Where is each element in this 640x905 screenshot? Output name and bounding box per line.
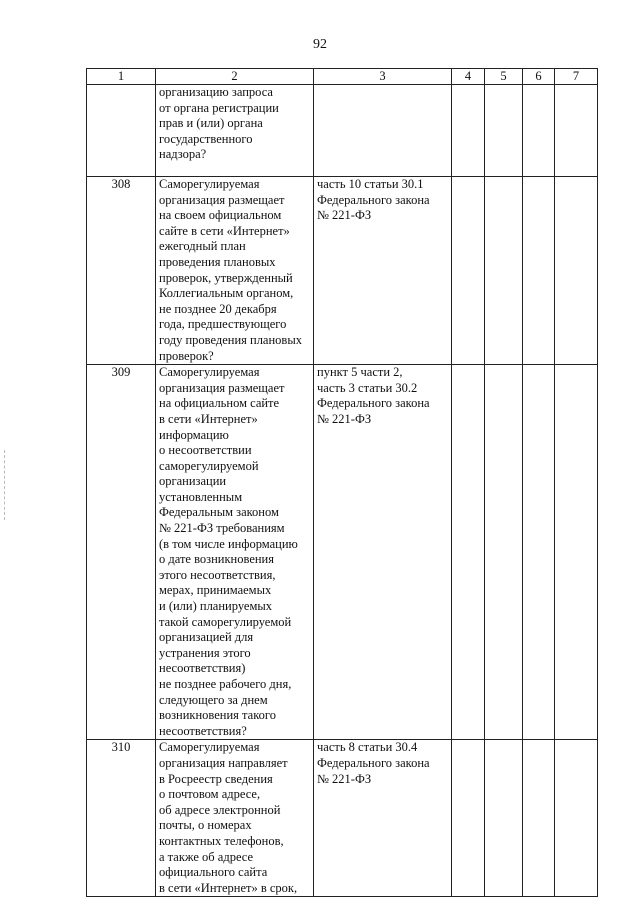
column-header: 6 (523, 69, 555, 85)
column-header: 7 (555, 69, 598, 85)
check-cell (523, 365, 555, 740)
check-cell (555, 177, 598, 365)
check-cell (452, 85, 485, 177)
row-number: 310 (87, 740, 156, 897)
row-number: 308 (87, 177, 156, 365)
legal-reference: часть 8 статьи 30.4 Федерального закона № 221-ФЗ (314, 740, 452, 897)
page-number: 92 (313, 37, 327, 52)
check-cell (555, 365, 598, 740)
requirement-text: Саморегулируемая организация направляет в Росреестр сведения о почтовом адресе, об адресе электронной почты, о номерах контактных телефонов, а также об адресе официального сайта в сети «Интернет» в срок, (156, 740, 314, 897)
check-cell (555, 85, 598, 177)
table-row (87, 85, 598, 177)
check-cell (523, 740, 555, 897)
check-cell (523, 177, 555, 365)
check-cell (452, 740, 485, 897)
table-row (87, 740, 598, 897)
check-cell (485, 365, 523, 740)
legal-reference (314, 85, 452, 177)
table-row (87, 365, 598, 740)
column-header: 4 (452, 69, 485, 85)
check-cell (555, 740, 598, 897)
check-cell (523, 85, 555, 177)
column-header: 5 (485, 69, 523, 85)
header-row (87, 69, 598, 85)
check-cell (452, 177, 485, 365)
check-cell (485, 177, 523, 365)
check-cell (485, 740, 523, 897)
legal-reference: пункт 5 части 2, часть 3 статьи 30.2 Федерального закона № 221-ФЗ (314, 365, 452, 740)
column-header: 2 (156, 69, 314, 85)
requirement-text: Саморегулируемая организация размещает на официальном сайте в сети «Интернет» информацию о несоответствии саморегулируемой организации установленным Федеральным законом № 221-ФЗ требованиям (в том числе информацию о дате возникновения этого несоответствия, мерах, принимаемых и (или) планируемых такой саморегулируемой организацией для устранения этого несоответствия) не позднее рабочего дня, следующего за днем возникновения такого несоответствия? (156, 365, 314, 740)
row-number (87, 85, 156, 177)
column-header: 3 (314, 69, 452, 85)
requirement-text: организацию запроса от органа регистрации прав и (или) органа государственного надзора? (156, 85, 314, 177)
requirements-table (86, 68, 598, 897)
scan-edge-mark (4, 450, 7, 520)
legal-reference: часть 10 статьи 30.1 Федерального закона № 221-ФЗ (314, 177, 452, 365)
check-cell (485, 85, 523, 177)
check-cell (452, 365, 485, 740)
column-header: 1 (87, 69, 156, 85)
table-row (87, 177, 598, 365)
requirement-text: Саморегулируемая организация размещает на своем официальном сайте в сети «Интернет» ежегодный план проведения плановых проверок, утвержденный Коллегиальным органом, не позднее 20 декабря года, предшествующего году проведения плановых проверок? (156, 177, 314, 365)
row-number: 309 (87, 365, 156, 740)
